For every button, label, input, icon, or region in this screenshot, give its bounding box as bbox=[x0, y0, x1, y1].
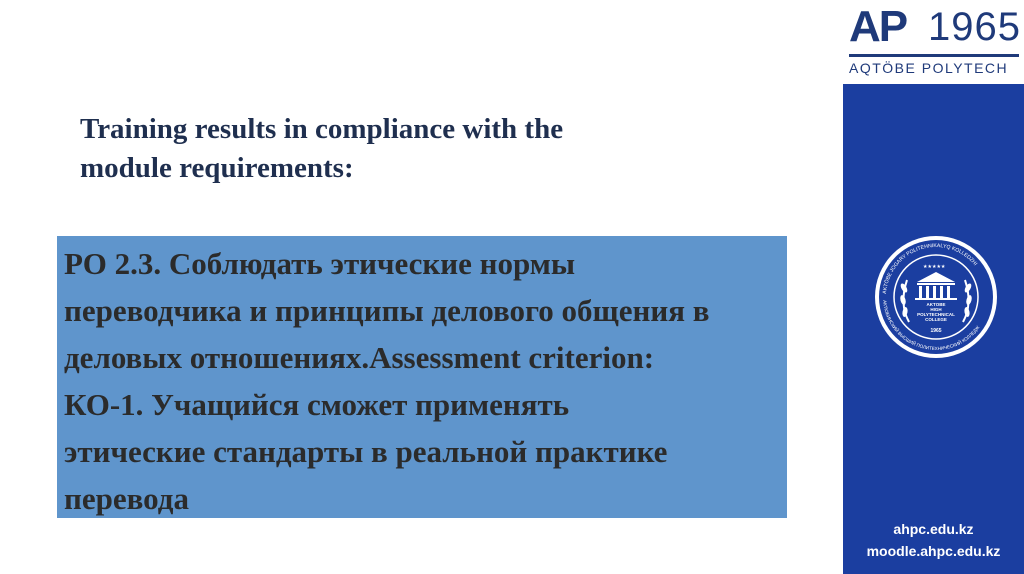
moodle-link[interactable]: moodle.ahpc.edu.kz bbox=[866, 543, 1001, 559]
emblem-center-line1: AKTOBE bbox=[926, 302, 946, 307]
slide-title-line2: module requirements: bbox=[80, 152, 354, 184]
slide-title-line1: Training results in compliance with the bbox=[80, 113, 564, 145]
logo-year: 1965 bbox=[928, 5, 1021, 49]
learning-outcome-box bbox=[57, 236, 787, 518]
logo-subtitle: AQTÖBE POLYTECH bbox=[849, 60, 1009, 76]
emblem-ring-bottom: АКТЮБИНСКИЙ ВЫСШИЙ ПОЛИТЕХНИЧЕСКИЙ КОЛЛЕДЖ bbox=[882, 299, 981, 352]
sidebar-urls bbox=[843, 518, 1024, 562]
svg-text:★★★★★: ★★★★★ bbox=[923, 264, 946, 270]
emblem-center-line2: HIGH bbox=[930, 307, 942, 312]
logo-mark: AP bbox=[849, 2, 907, 51]
emblem-center-line4: COLLEGE bbox=[925, 317, 947, 322]
learning-outcome-text: РО 2.3. Соблюдать этические нормы переводчика и принципы делового общения в деловых отношениях.Assessment criterion: КО-1. Учащийся сможет применять этические стандарты в реальной практике перевода bbox=[64, 246, 710, 516]
logo-divider bbox=[849, 54, 1019, 57]
brand-sidebar bbox=[843, 0, 1024, 574]
emblem-ring-top: AKTÖBE JOGARY POLITEHNIKALYQ KOLLEDZHI bbox=[882, 242, 979, 295]
website-link[interactable]: ahpc.edu.kz bbox=[893, 521, 974, 537]
emblem-center-line3: POLYTECHNICAL bbox=[917, 312, 955, 317]
college-logo bbox=[843, 0, 1024, 84]
emblem-year: 1965 bbox=[930, 328, 942, 334]
slide-title bbox=[80, 110, 780, 188]
blue-panel bbox=[843, 84, 1024, 574]
college-emblem-icon bbox=[873, 234, 999, 360]
